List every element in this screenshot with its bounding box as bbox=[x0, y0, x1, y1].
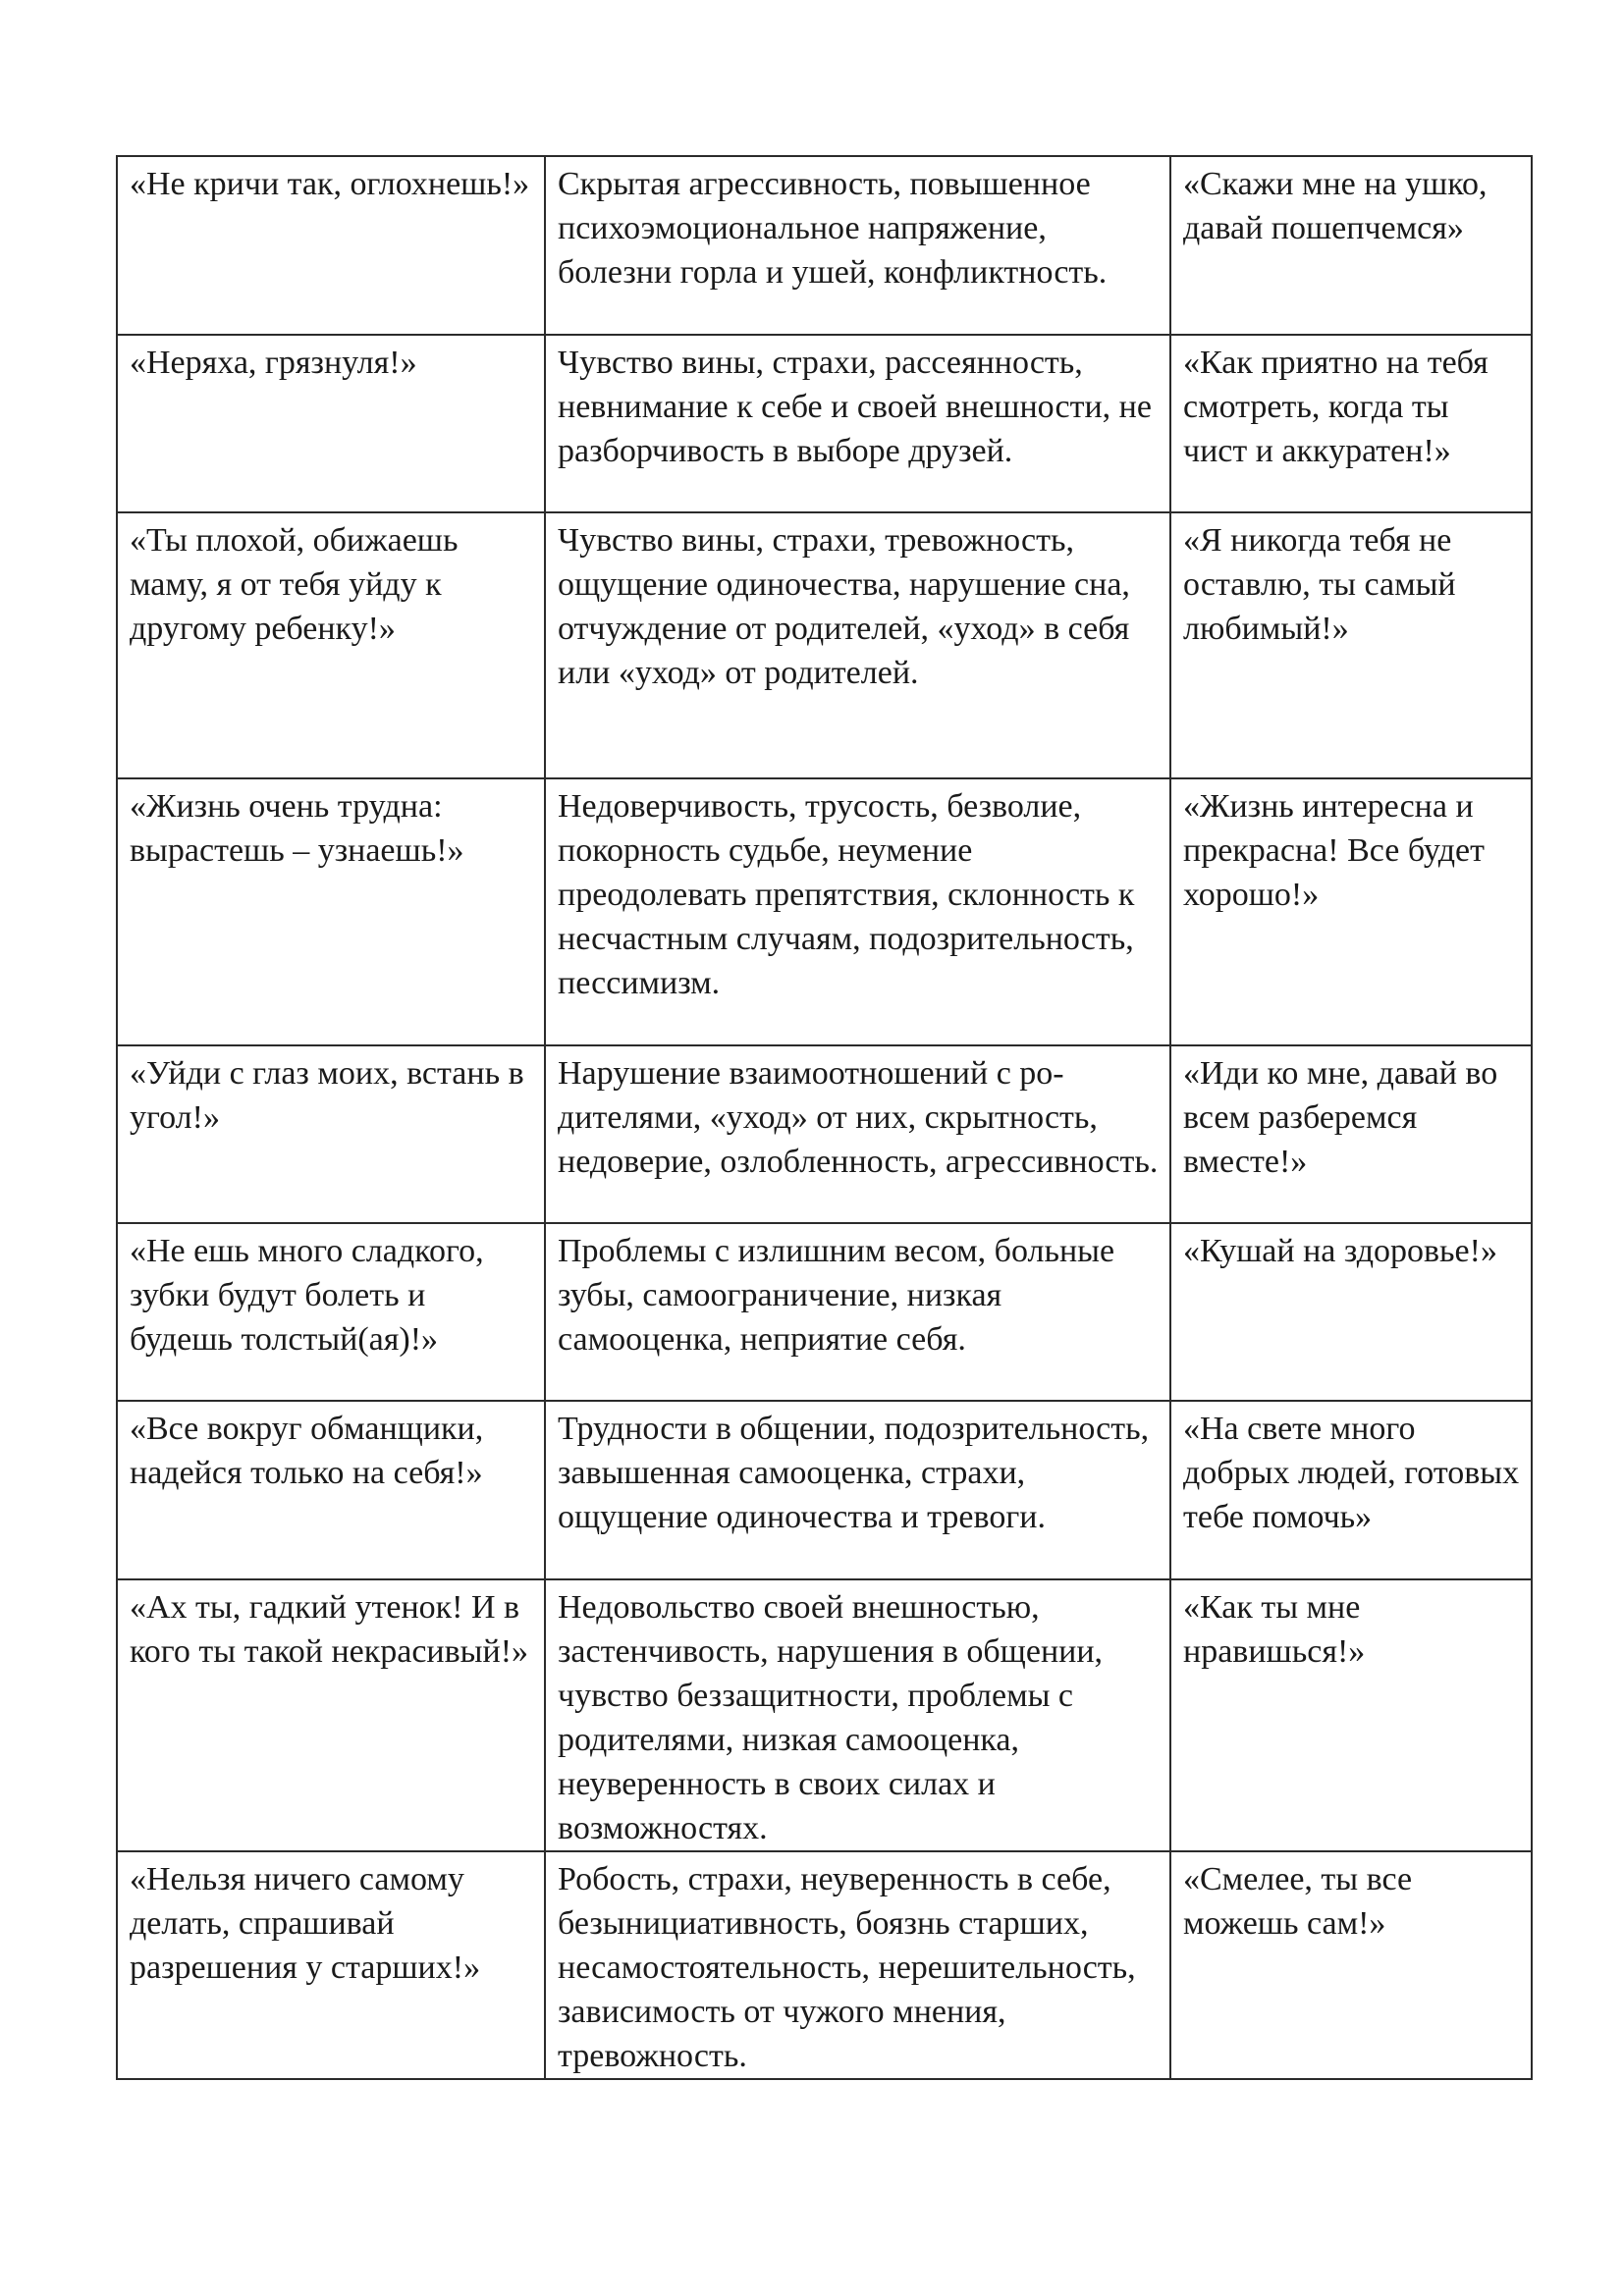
alternative-cell: «Смелее, ты все можешь сам!» bbox=[1170, 1851, 1532, 2079]
consequences-cell: Скрытая агрессивность, повышенное психоэмоциональное напряжение, болезни горла и ушей, конфликтность. bbox=[545, 156, 1170, 335]
table-row bbox=[117, 156, 1532, 335]
consequences-cell: Недоверчивость, трусость, безволие, покорность судьбе, неумение преодолевать препятствия, склонность к несчастным случаям, подозрительность, пессимизм. bbox=[545, 778, 1170, 1045]
phrase-cell: «Все вокруг обманщики, надейся только на себя!» bbox=[117, 1401, 545, 1579]
alternative-cell: «Скажи мне на ушко, давай пошепчемся» bbox=[1170, 156, 1532, 335]
alternative-cell: «Жизнь интересна и прекрасна! Все будет хорошо!» bbox=[1170, 778, 1532, 1045]
table-row bbox=[117, 1401, 1532, 1579]
table-row bbox=[117, 1045, 1532, 1223]
alternative-cell: «Как приятно на тебя смотреть, когда ты чист и аккуратен!» bbox=[1170, 335, 1532, 512]
phrase-cell: «Жизнь очень трудна: вырастешь – узнаешь!» bbox=[117, 778, 545, 1045]
table-row bbox=[117, 335, 1532, 512]
consequences-cell: Трудности в общении, подозрительность, завышенная самооценка, страхи, ощущение одиночества и тревоги. bbox=[545, 1401, 1170, 1579]
consequences-cell: Недовольство своей внешностью, застенчивость, нарушения в общении, чувство беззащитности, проблемы с родителями, низкая самооценка, неуверенность в своих силах и возможностях. bbox=[545, 1579, 1170, 1851]
alternative-cell: «На свете много добрых людей, готовых тебе помочь» bbox=[1170, 1401, 1532, 1579]
consequences-cell: Проблемы с излишним весом, больные зубы, самоограничение, низкая самооценка, неприятие себя. bbox=[545, 1223, 1170, 1401]
consequences-cell: Чувство вины, страхи, рассеянность, невнимание к себе и своей внешности, не разборчивость в выборе друзей. bbox=[545, 335, 1170, 512]
phrase-cell: «Уйди с глаз моих, встань в угол!» bbox=[117, 1045, 545, 1223]
consequences-cell: Нарушение взаимоотношений с ро-дителями, «уход» от них, скрытность, недоверие, озлобленность, агрессивность. bbox=[545, 1045, 1170, 1223]
alternative-cell: «Иди ко мне, давай во всем разберемся вместе!» bbox=[1170, 1045, 1532, 1223]
table-row bbox=[117, 778, 1532, 1045]
phrase-cell: «Не кричи так, оглохнешь!» bbox=[117, 156, 545, 335]
phrase-cell: «Ты плохой, обижаешь маму, я от тебя уйду к другому ребенку!» bbox=[117, 512, 545, 778]
table-row bbox=[117, 1851, 1532, 2079]
phrase-cell: «Не ешь много сладкого, зубки будут болеть и будешь толстый(ая)!» bbox=[117, 1223, 545, 1401]
alternative-cell: «Как ты мне нравишься!» bbox=[1170, 1579, 1532, 1851]
phrase-cell: «Нельзя ничего самому делать, спрашивай разрешения у старших!» bbox=[117, 1851, 545, 2079]
consequences-cell: Чувство вины, страхи, тревожность, ощущение одиночества, нарушение сна, отчуждение от родителей, «уход» в себя или «уход» от родителей. bbox=[545, 512, 1170, 778]
alternative-cell: «Я никогда тебя не оставлю, ты самый любимый!» bbox=[1170, 512, 1532, 778]
table-row bbox=[117, 1223, 1532, 1401]
table-row bbox=[117, 1579, 1532, 1851]
phrase-cell: «Неряха, грязнуля!» bbox=[117, 335, 545, 512]
phrase-cell: «Ах ты, гадкий утенок! И в кого ты такой некрасивый!» bbox=[117, 1579, 545, 1851]
table-row bbox=[117, 512, 1532, 778]
consequences-cell: Робость, страхи, неуверенность в себе, безынициативность, боязнь старших, несамостоятельность, нерешительность, зависимость от чужого мнения, тревожность. bbox=[545, 1851, 1170, 2079]
phrases-table bbox=[116, 155, 1533, 2080]
alternative-cell: «Кушай на здоровье!» bbox=[1170, 1223, 1532, 1401]
